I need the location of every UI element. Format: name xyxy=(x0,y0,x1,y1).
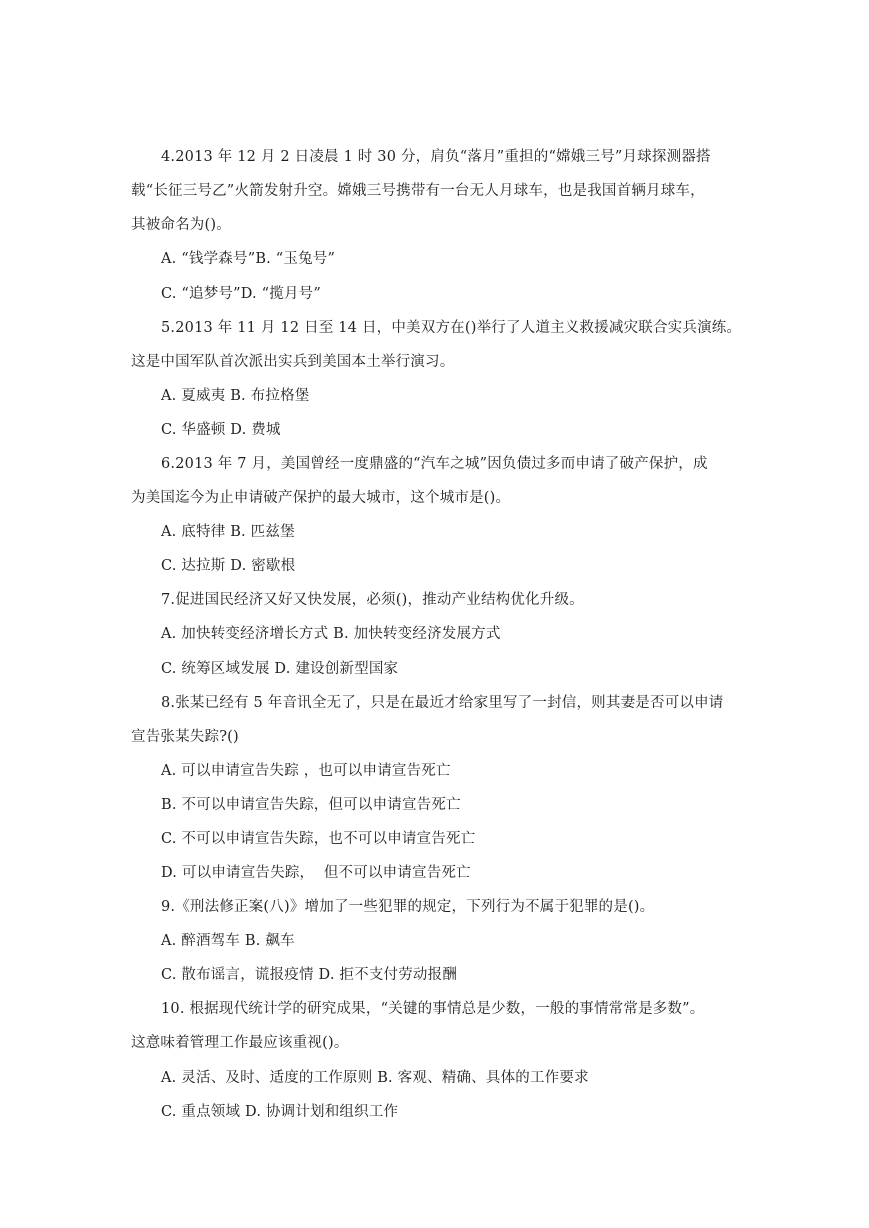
question-7-option-ab: A. 加快转变经济增长方式 B. 加快转变经济发展方式 xyxy=(161,626,501,642)
question-6-line-1: 6.2013 年 7 月，美国曾经一度鼎盛的“汽车之城”因负债过多而申请了破产保护，成 xyxy=(161,456,708,472)
question-9-option-cd: C. 散布谣言，谎报疫情 D. 拒不支付劳动报酬 xyxy=(161,967,458,983)
question-6-option-cd: C. 达拉斯 D. 密歇根 xyxy=(161,558,296,574)
question-4-line-1: 4.2013 年 12 月 2 日凌晨 1 时 30 分，肩负“落月”重担的“嫦娥三号”月球探测器搭 xyxy=(161,149,711,165)
question-7-option-cd: C. 统筹区域发展 D. 建设创新型国家 xyxy=(161,661,399,677)
question-8-option-a: A. 可以申请宣告失踪 ，也可以申请宣告死亡 xyxy=(161,763,451,779)
question-10-option-cd: C. 重点领域 D. 协调计划和组织工作 xyxy=(161,1104,399,1120)
question-10-option-ab: A. 灵活、及时、适度的工作原则 B. 客观、精确、具体的工作要求 xyxy=(161,1070,589,1086)
question-7-line-1: 7.促进国民经济又好又快发展，必须()，推动产业结构优化升级。 xyxy=(161,592,584,608)
question-8-option-b: B. 不可以申请宣告失踪，但可以申请宣告死亡 xyxy=(161,797,461,813)
question-8-option-c: C. 不可以申请宣告失踪，也不可以申请宣告死亡 xyxy=(161,831,476,847)
question-8-option-d: D. 可以申请宣告失踪， 但不可以申请宣告死亡 xyxy=(161,865,471,881)
question-8-line-1: 8.张某已经有 5 年音讯全无了，只是在最近才给家里写了一封信，则其妻是否可以申请 xyxy=(161,695,724,711)
question-9-line-1: 9.《刑法修正案(八)》增加了一些犯罪的规定，下列行为不属于犯罪的是()。 xyxy=(161,899,655,915)
question-10-line-2: 这意味着管理工作最应该重视()。 xyxy=(131,1035,349,1051)
question-5-option-ab: A. 夏威夷 B. 布拉格堡 xyxy=(161,388,310,404)
question-4-line-2: 载“长征三号乙”火箭发射升空。嫦娥三号携带有一台无人月球车，也是我国首辆月球车， xyxy=(131,183,705,199)
question-4-option-cd: C. “追梦号”D. “揽月号” xyxy=(161,286,321,302)
question-6-line-2: 为美国迄今为止申请破产保护的最大城市，这个城市是()。 xyxy=(131,490,511,506)
question-4-option-ab: A. “钱学森号”B. “玉兔号” xyxy=(161,251,336,267)
question-5-line-1: 5.2013 年 11 月 12 日至 14 日，中美双方在()举行了人道主义救援减灾联合实兵演练。 xyxy=(161,320,742,336)
question-8-line-2: 宣告张某失踪?() xyxy=(131,729,239,745)
question-9-option-ab: A. 醉酒驾车 B. 飙车 xyxy=(161,933,295,949)
question-10-line-1: 10. 根据现代统计学的研究成果，“关键的事情总是少数，一般的事情常常是多数”。 xyxy=(161,1001,705,1017)
question-5-line-2: 这是中国军队首次派出实兵到美国本土举行演习。 xyxy=(131,354,455,370)
question-5-option-cd: C. 华盛顿 D. 费城 xyxy=(161,422,281,438)
question-6-option-ab: A. 底特律 B. 匹兹堡 xyxy=(161,524,295,540)
question-4-line-3: 其被命名为()。 xyxy=(131,217,231,233)
